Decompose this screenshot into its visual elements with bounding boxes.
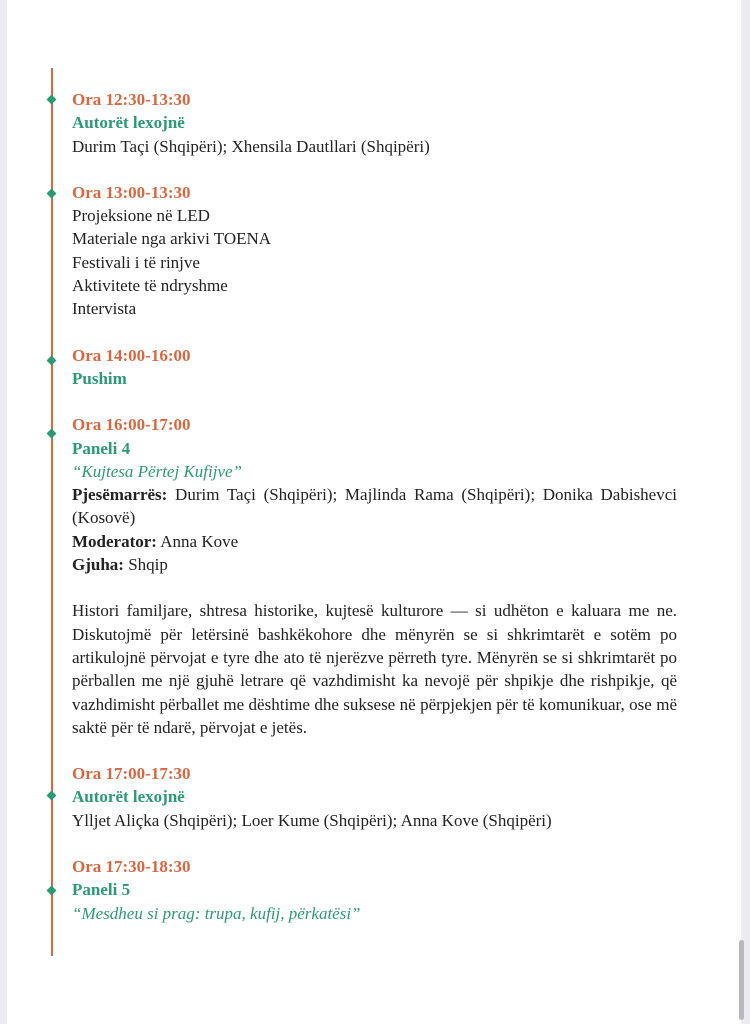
scrollbar-thumb[interactable] [739,940,744,1020]
language-value: Shqip [128,555,168,575]
timeline-line [51,68,53,956]
participants-label: Pjesëmarrës: [72,485,168,505]
scrollbar-track[interactable] [741,0,750,1024]
session-time: Ora 16:00-17:00 [72,415,191,435]
language-label: Gjuha: [72,555,124,575]
session-line: Materiale nga arkivi TOENA [72,229,272,249]
session-quote: “Kujtesa Përtej Kufijve” [72,461,242,481]
session-line: Festivali i të rinjve [72,252,200,272]
moderator-value: Anna Kove [160,531,239,551]
session-line: Durim Taçi (Shqipëri); Xhensila Dautllari (Shqipëri) [72,136,430,156]
session-title: Autorët lexojnë [72,113,185,133]
session-title: Autorët lexojnë [72,787,185,807]
page-edge-left [0,0,7,1024]
timeline-marker-icon [47,356,57,366]
timeline-marker-icon [47,95,57,105]
timeline-marker-icon [47,886,57,896]
timeline-marker-icon [47,189,57,199]
session [72,88,677,158]
session-line: Aktivitete të ndryshme [72,276,228,296]
session-time: Ora 14:00-16:00 [72,345,191,365]
session-time: Ora 12:30-13:30 [72,90,191,109]
session [72,855,677,925]
timeline-marker-icon [47,429,57,439]
session-quote: “Mesdheu si prag: trupa, kufij, përkatësi” [72,903,361,923]
session-line: Ylljet Aliçka (Shqipëri); Loer Kume (Shqipëri); Anna Kove (Shqipëri) [72,810,552,830]
session-line: Intervista [72,299,137,319]
session-title: Paneli 5 [72,880,131,900]
schedule [72,88,677,948]
session-title: Pushim [72,368,127,388]
session [72,413,677,739]
language [72,553,677,576]
session [72,181,677,321]
timeline-marker-icon [47,791,57,801]
session [72,344,677,391]
moderator-label: Moderator: [72,531,157,551]
session [72,762,677,832]
session-line: Projeksione në LED [72,206,210,226]
participants-value: Durim Taçi (Shqipëri); Majlinda Rama (Shqipëri); Donika Dabishevci (Kosovë) [72,485,677,528]
session-description: Histori familjare, shtresa historike, kujtesë kulturore — si udhëton e kaluara me ne. Diskutojmë për letërsinë bashkëkohore dhe mënyrën se si shkrimtarët e sotëm po artikulojnë përvojat e tyre dhe ato të njerëzve përreth tyre. Mënyrën se si shkrimtarët po përballen me një gjuhë letrare që vazhdimisht ka nevojë për shpikje dhe rishpikje, që vazhdimisht përballet me dështime dhe suksese në përpjekjen për të komunikuar, ose më saktë për të ndarë, përvojat e jetës. [72,601,677,737]
session-time: Ora 17:00-17:30 [72,764,191,784]
moderator [72,530,677,553]
session-title: Paneli 4 [72,438,131,458]
session-time: Ora 13:00-13:30 [72,182,191,202]
participants [72,483,677,530]
session-time: Ora 17:30-18:30 [72,857,191,877]
